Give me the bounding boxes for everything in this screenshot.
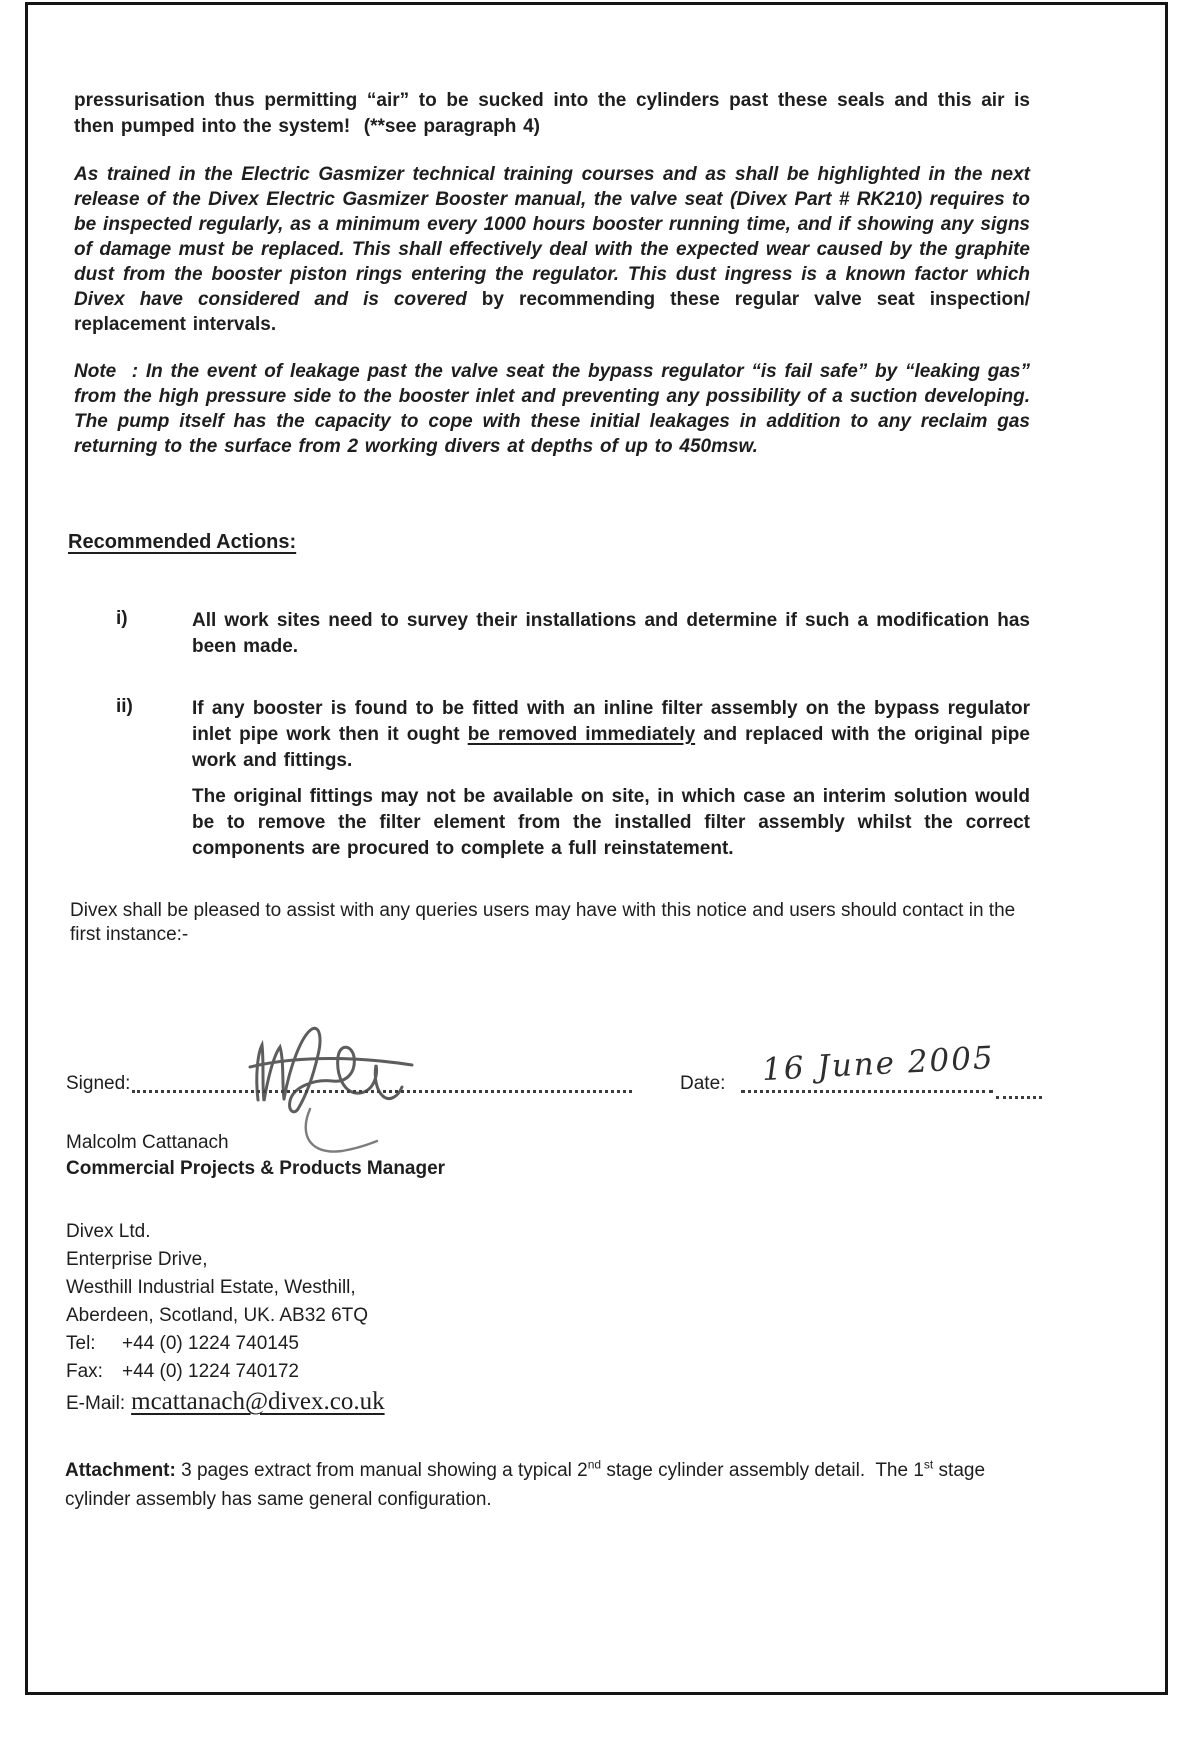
signatory-title: Commercial Projects & Products Manager <box>66 1158 446 1179</box>
attachment-superscript-nd: nd <box>587 1457 602 1472</box>
intro-paragraph: pressurisation thus permitting “air” to be sucked into the cylinders past these seals and this air is then pumped into the system! (**see paragraph 4) <box>74 90 1030 137</box>
tel-value: +44 (0) 1224 740145 <box>122 1333 299 1354</box>
tel-line <box>66 1330 385 1358</box>
attachment-superscript-st: st <box>923 1457 934 1472</box>
training-paragraph-italic: As trained in the Electric Gasmizer technical training courses and as shall be highlighted in the next release of the Divex Electric Gasmizer Booster manual, the valve seat (Divex Part # RK210) requires to be inspected regularly, as a minimum every 1000 hours booster running time, and if showing any signs of damage must be replaced. This shall effectively deal with the expected wear caused by the graphite dust from the booster piston rings entering the regulator. This dust ingress is a known factor which Divex have considered and is covered <box>74 164 1030 310</box>
training-paragraph-upright: by recommending these regular valve seat inspection/ replacement intervals. <box>74 289 1030 335</box>
attachment-text-1: 3 pages extract from manual showing a typical 2 <box>175 1460 588 1481</box>
fax-line <box>66 1358 385 1386</box>
list-item-ii-second-paragraph: The original fittings may not be available on site, in which case an interim solution would be to remove the filter element from the installed filter assembly whilst the correct components are procured to complete a full reinstatement. <box>192 786 1030 859</box>
attachment-label: Attachment: <box>65 1460 176 1481</box>
list-item-i-text: All work sites need to survey their installations and determine if such a modification has been made. <box>192 610 1030 657</box>
address-block <box>66 1218 385 1418</box>
list-item-ii-text <box>66 696 1030 774</box>
email-line <box>66 1388 385 1418</box>
fax-label: Fax: <box>66 1361 103 1382</box>
signatory-name: Malcolm Cattanach <box>66 1132 229 1153</box>
contact-paragraph: Divex shall be pleased to assist with any queries users may have with this notice and users should contact in the first instance:- <box>70 900 1016 945</box>
signed-label: Signed: <box>66 1073 131 1094</box>
signature <box>240 1005 470 1165</box>
training-paragraph <box>74 162 1030 337</box>
email-address: mcattanach@divex.co.uk <box>131 1388 385 1415</box>
date-dotted-line-tail <box>996 1066 1042 1099</box>
address-line-company: Divex Ltd. <box>66 1221 151 1242</box>
address-line-street: Enterprise Drive, <box>66 1249 208 1270</box>
list-item-i-label: i) <box>116 608 128 629</box>
recommended-actions-heading: Recommended Actions: <box>68 531 297 553</box>
date-label: Date: <box>680 1073 726 1094</box>
list-item-ii-underlined-phrase: be removed immediately <box>467 724 696 745</box>
handwritten-date: 16 June 2005 <box>761 1039 996 1089</box>
list-item-ii <box>66 696 1030 862</box>
attachment-text-2: stage cylinder assembly detail. The 1 <box>601 1460 924 1481</box>
note-paragraph: Note : In the event of leakage past the valve seat the bypass regulator “is fail safe” by “leaking gas” from the high pressure side to the booster inlet and preventing any possibility of a suction developing. The pump itself has the capacity to cope with these initial leakages in addition to any reclaim gas returning to the surface from 2 working divers at depths of up to 450msw. <box>74 361 1030 457</box>
list-item-i <box>66 608 1030 660</box>
fax-value: +44 (0) 1224 740172 <box>122 1361 299 1382</box>
attachment-note <box>65 1456 1175 1514</box>
address-line-estate: Westhill Industrial Estate, Westhill, <box>66 1277 356 1298</box>
address-line-city: Aberdeen, Scotland, UK. AB32 6TQ <box>66 1305 369 1326</box>
attachment-text-3: stage <box>933 1460 986 1481</box>
attachment-text-line2: cylinder assembly has same general configuration. <box>65 1489 492 1510</box>
list-item-ii-text-pre: If any booster is found to be fitted with an inline filter assembly on the bypass regulator inlet pipe work then it ought <box>192 698 1030 745</box>
tel-label: Tel: <box>66 1333 96 1354</box>
list-item-ii-text-post: and replaced with the original pipe work and fittings. <box>192 724 1030 771</box>
list-item-ii-label: ii) <box>116 696 133 717</box>
email-label: E-Mail: <box>66 1393 126 1414</box>
